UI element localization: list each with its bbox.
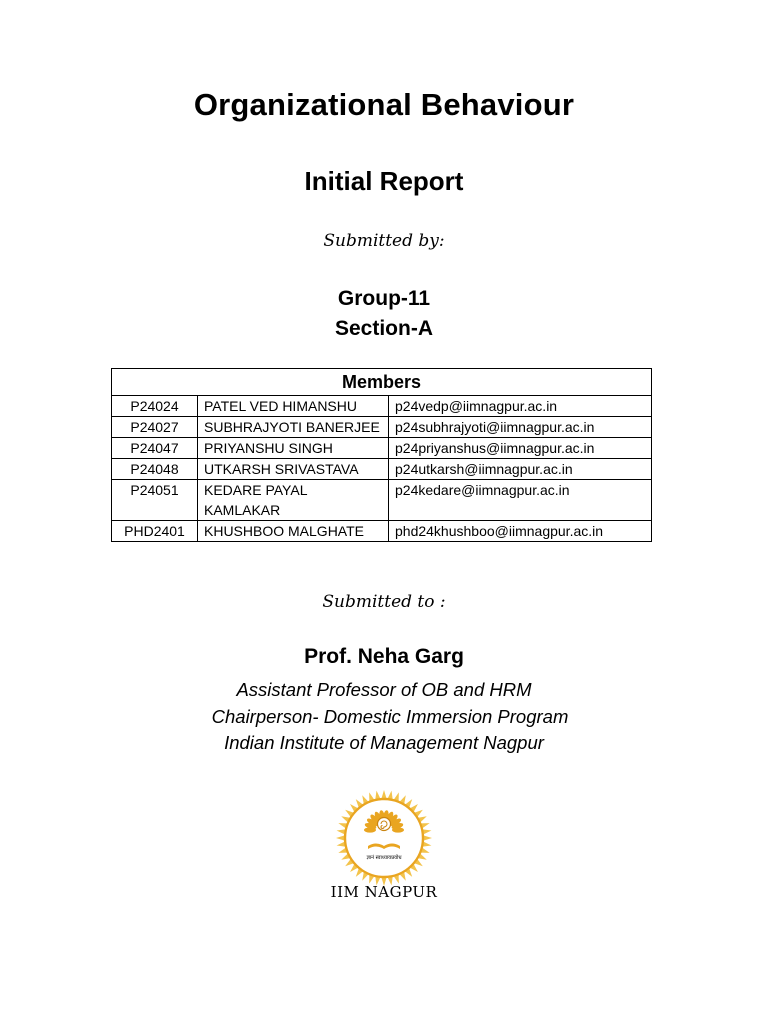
logo-ray [423,835,432,840]
member-row [112,438,652,459]
member-row [112,396,652,417]
member-row [112,521,652,542]
member-email: p24priyanshus@iimnagpur.ac.in [389,438,652,459]
members-table [111,368,652,542]
member-name: PATEL VED HIMANSHU [198,396,389,417]
member-email: phd24khushboo@iimnagpur.ac.in [389,521,652,542]
member-id: P24048 [112,459,198,480]
member-id: P24051 [112,480,198,521]
member-name: KEDARE PAYAL KAMLAKAR [198,480,389,521]
member-name: SUBHRAJYOTI BANERJEE [198,417,389,438]
logo-ray [381,790,386,799]
submitted-by-label: Submitted by: [323,231,445,251]
member-row [112,417,652,438]
member-name: KHUSHBOO MALGHATE [198,521,389,542]
professor-institute: Indian Institute of Management Nagpur [224,732,544,753]
member-email: p24subhrajyoti@iimnagpur.ac.in [389,417,652,438]
member-id: P24024 [112,396,198,417]
member-email: p24utkarsh@iimnagpur.ac.in [389,459,652,480]
member-id: P24047 [112,438,198,459]
professor-name: Prof. Neha Garg [304,645,464,668]
logo-motto: ज्ञानं स्वाध्यायप्रवोध [366,855,402,861]
member-row [112,480,652,521]
members-body [112,396,652,542]
member-name: PRIYANSHU SINGH [198,438,389,459]
logo-petal [392,827,404,832]
group-name: Group-11 [337,287,431,310]
member-name: UTKARSH SRIVASTAVA [198,459,389,480]
members-header: Members [112,369,652,396]
professor-role: Assistant Professor of OB and HRM [236,679,532,700]
logo-ray [336,835,345,840]
member-email: p24vedp@iimnagpur.ac.in [389,396,652,417]
member-email: p24kedare@iimnagpur.ac.in [389,480,652,521]
document-subtitle: Initial Report [304,166,464,196]
section-name: Section-A [334,317,433,340]
member-id: PHD2401 [112,521,198,542]
member-id: P24027 [112,417,198,438]
document-title: Organizational Behaviour [193,87,575,122]
logo-caption: IIM NAGPUR [330,883,438,901]
submitted-to-label: Submitted to : [322,592,446,612]
group-block [0,284,768,344]
professor-chairperson: Chairperson- Domestic Immersion Program [211,706,569,727]
logo-spiral-icon [378,818,391,831]
iim-nagpur-logo [330,788,438,896]
member-row [112,459,652,480]
